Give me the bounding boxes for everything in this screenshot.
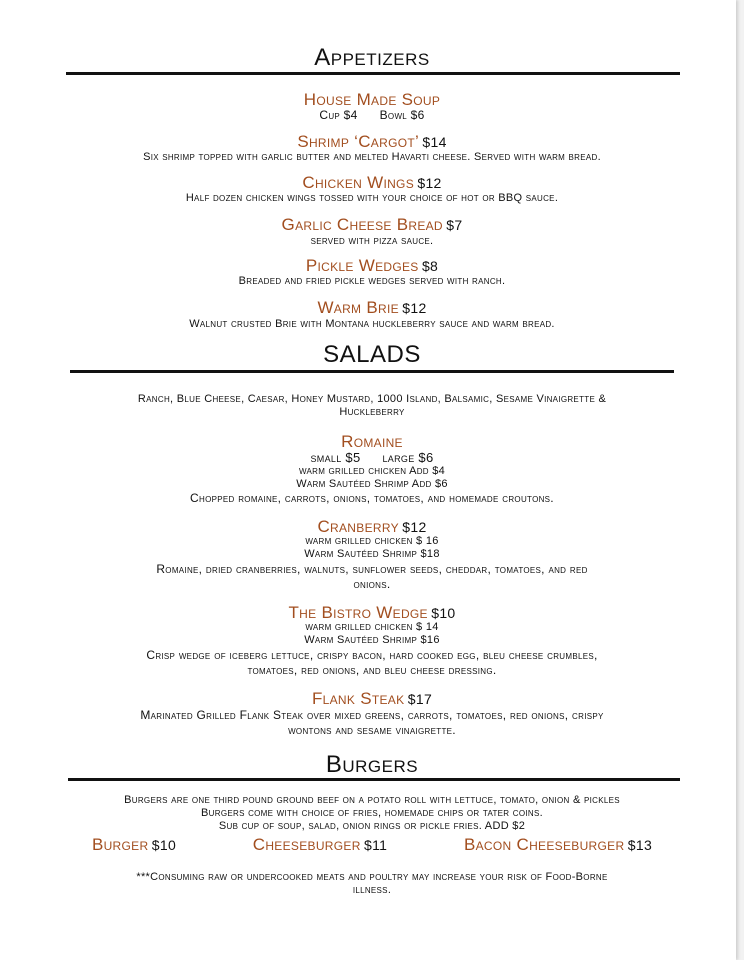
menu-item-flank-steak [0,689,744,709]
salads-rule [70,370,674,373]
item-name: Pickle Wedges [305,256,419,275]
soup-cup-price: Cup $4 [319,108,358,122]
item-name: The Bistro Wedge [288,603,428,622]
romaine-addon-chicken: warm grilled chicken Add $4 [298,465,446,477]
appetizers-heading: Appetizers [314,44,430,71]
burgers-heading: Burgers [325,751,419,778]
item-price: $7 [446,217,463,233]
burgers-info-2: Burgers come with choice of fries, homemade chips or tater coins. [201,807,543,819]
menu-item-romaine [0,432,744,452]
cranberry-addon-shrimp: Warm Sautéed Shrimp $18 [304,548,440,560]
burger-options [0,835,744,855]
menu-item-bacon-cheeseburger [461,835,653,854]
cranberry-addon-chicken: warm grilled chicken $ 16 [305,535,439,547]
item-name: Flank Steak [311,689,405,708]
item-name: Cranberry [317,517,399,536]
item-name: Chicken Wings [302,173,414,192]
wedge-addon-chicken: warm grilled chicken $ 14 [305,621,439,633]
item-name: Bacon Cheeseburger [463,835,625,854]
menu-item-warm-brie [0,298,744,318]
item-description-cont: onions. [353,577,391,591]
item-price: $12 [402,519,427,535]
wedge-addon-shrimp: Warm Sautéed Shrimp $16 [304,634,440,646]
dressings-line-2: Huckleberry [339,406,405,418]
dressings-line-1: Ranch, Blue Cheese, Caesar, Honey Mustard, 1000 Island, Balsamic, Sesame Vinaigrette & [137,393,607,405]
item-name: Burger [91,835,149,854]
item-name: House Made Soup [303,90,441,109]
item-description: served with pizza sauce. [310,235,434,247]
item-name: Warm Brie [317,298,399,317]
menu-item-chicken-wings [0,173,744,193]
item-price: $8 [421,258,439,274]
food-safety-warning: ***Consuming raw or undercooked meats and poultry may increase your risk of Food-Borne [136,871,608,883]
item-price: $13 [627,837,653,853]
romaine-addon-shrimp: Warm Sautéed Shrimp Add $6 [296,478,448,490]
romaine-small-price: small $5 [310,450,361,465]
item-price: $10 [151,837,177,853]
burgers-info-3: Sub cup of soup, salad, onion rings or pickle fries. ADD $2 [218,820,526,832]
item-description: Breaded and fried pickle wedges served with ranch. [238,275,506,287]
item-description: Six shrimp topped with garlic butter and melted Havarti cheese. Served with warm bread. [143,151,601,163]
soup-bowl-price: Bowl $6 [379,108,425,122]
item-description-cont: wontons and sesame vinaigrette. [288,723,456,737]
appetizers-rule [66,72,680,75]
burgers-rule [68,778,680,781]
item-name: Cheeseburger [252,835,361,854]
item-name: Shrimp ‘Cargot’ [297,132,420,151]
menu-item-garlic-cheese-bread [0,215,744,235]
item-description-cont: tomatoes, red onions, and bleu cheese dressing. [247,663,497,677]
item-name: Romaine [341,432,403,451]
item-description: Romaine, dried cranberries, walnuts, sunflower seeds, cheddar, tomatoes, and red [156,562,588,576]
menu-item-bistro-wedge [0,603,744,623]
item-name: Garlic Cheese Bread [281,215,443,234]
item-price: $11 [364,837,388,853]
soup-prices [0,108,744,122]
menu-item-burger [91,835,179,854]
item-description: Crisp wedge of iceberg lettuce, crispy bacon, hard cooked egg, bleu cheese crumbles, [146,648,598,662]
item-price: $12 [402,300,427,316]
menu-item-cranberry [0,517,744,537]
burgers-info-1: Burgers are one third pound ground beef on a potato roll with lettuce, tomato, onion & pickles [124,794,620,806]
salads-heading: SALADS [323,341,421,368]
menu-item-cheeseburger [249,835,390,854]
item-price: $14 [422,134,447,150]
menu-item-pickle-wedges [0,256,744,276]
food-safety-warning-cont: illness. [352,884,392,896]
romaine-large-price: large $6 [382,450,434,465]
item-description: Marinated Grilled Flank Steak over mixed greens, carrots, tomatoes, red onions, crispy [140,708,604,722]
item-price: $10 [431,605,456,621]
item-price: $17 [407,691,433,707]
menu-item-shrimp-cargot [0,132,744,152]
menu-item-house-made-soup [0,90,744,110]
item-description: Chopped romaine, carrots, onions, tomatoes, and homemade croutons. [190,491,554,505]
item-description: Walnut crusted Brie with Montana huckleberry sauce and warm bread. [189,318,555,330]
romaine-sizes [0,450,744,465]
item-price: $12 [417,175,442,191]
item-description: Half dozen chicken wings tossed with your choice of hot or BBQ sauce. [185,192,559,204]
